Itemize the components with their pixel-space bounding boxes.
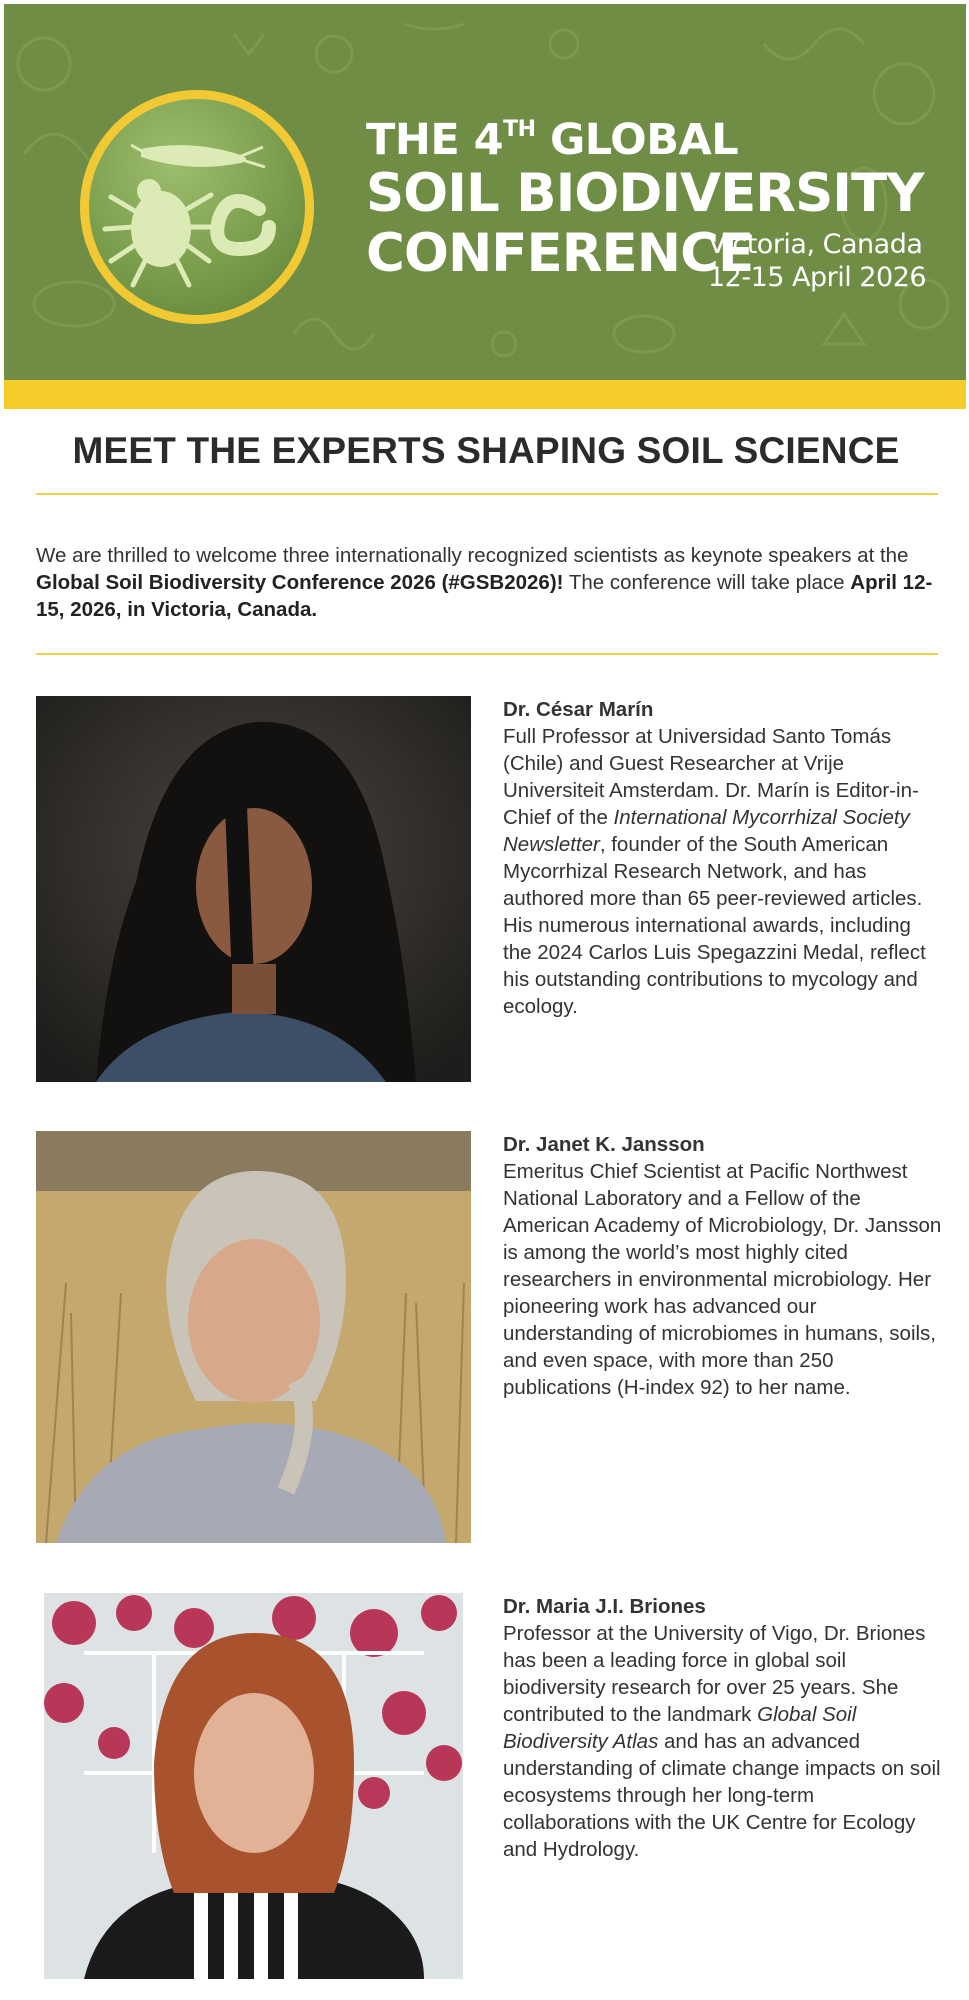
portrait-illustration (36, 1131, 471, 1543)
expert-bio-briones (503, 1593, 943, 1863)
title-line-3: CONFERENCE (366, 223, 754, 284)
expert-description: Professor at the University of Vigo, Dr. Briones has been a leading force in global soil biodiversity research for over 25 years. She contributed to the landmark Global Soil Biodiversity Atlas and has an advanced understanding of climate change impacts on soil ecosystems through her long-term collaborations with the UK Centre for Ecology and Hydrology. (503, 1622, 941, 1861)
expert-description: Full Professor at Universidad Santo Tomás (Chile) and Guest Researcher at Vrije Universiteit Amsterdam. Dr. Marín is Editor-in-Chief of the International Mycorrhizal Society Newsletter, founder of the South American Mycorrhizal Research Network, and has authored more than 65 peer-reviewed articles. His numerous international awards, including the 2024 Carlos Luis Spegazzini Medal, reflect his outstanding contributions to mycology and ecology. (503, 725, 926, 1018)
conference-logo (80, 90, 314, 324)
portrait-illustration (44, 1593, 463, 1979)
soil-organisms-logo-icon (89, 99, 305, 315)
expert-name: Dr. César Marín (503, 698, 654, 721)
expert-name: Dr. Janet K. Jansson (503, 1133, 705, 1156)
banner-accent-bar (4, 380, 966, 409)
title-line-2: SOIL BIODIVERSITY (366, 163, 924, 224)
expert-photo-jansson (36, 1131, 471, 1543)
divider (36, 653, 938, 655)
expert-photo-marin (36, 696, 471, 1082)
location-city: Victoria, Canada (708, 229, 923, 260)
divider (36, 493, 938, 495)
page-heading: MEET THE EXPERTS SHAPING SOIL SCIENCE (72, 430, 900, 471)
conference-location (708, 228, 926, 294)
expert-photo-briones (44, 1593, 463, 1979)
location-dates: 12-15 April 2026 (708, 262, 927, 293)
expert-bio-marin (503, 696, 943, 1020)
expert-bio-jansson (503, 1131, 943, 1401)
intro-paragraph: We are thrilled to welcome three internationally recognized scientists as keynote speakers at the Global Soil Biodiversity Conference 2026 (#GSB2026)! The conference will take place April 12-15, 2026, in Victoria, Canada. (36, 544, 933, 621)
title-line-1: THE 4TH GLOBAL (366, 115, 739, 165)
portrait-illustration (36, 696, 471, 1082)
expert-description: Emeritus Chief Scientist at Pacific Northwest National Laboratory and a Fellow of the American Academy of Microbiology, Dr. Jansson is among the world’s most highly cited researchers in environmental microbiology. Her pioneering work has advanced our understanding of microbiomes in humans, soils, and even space, with more than 250 publications (H-index 92) to her name. (503, 1160, 942, 1399)
conference-banner (4, 4, 966, 380)
expert-name: Dr. Maria J.I. Briones (503, 1595, 706, 1618)
